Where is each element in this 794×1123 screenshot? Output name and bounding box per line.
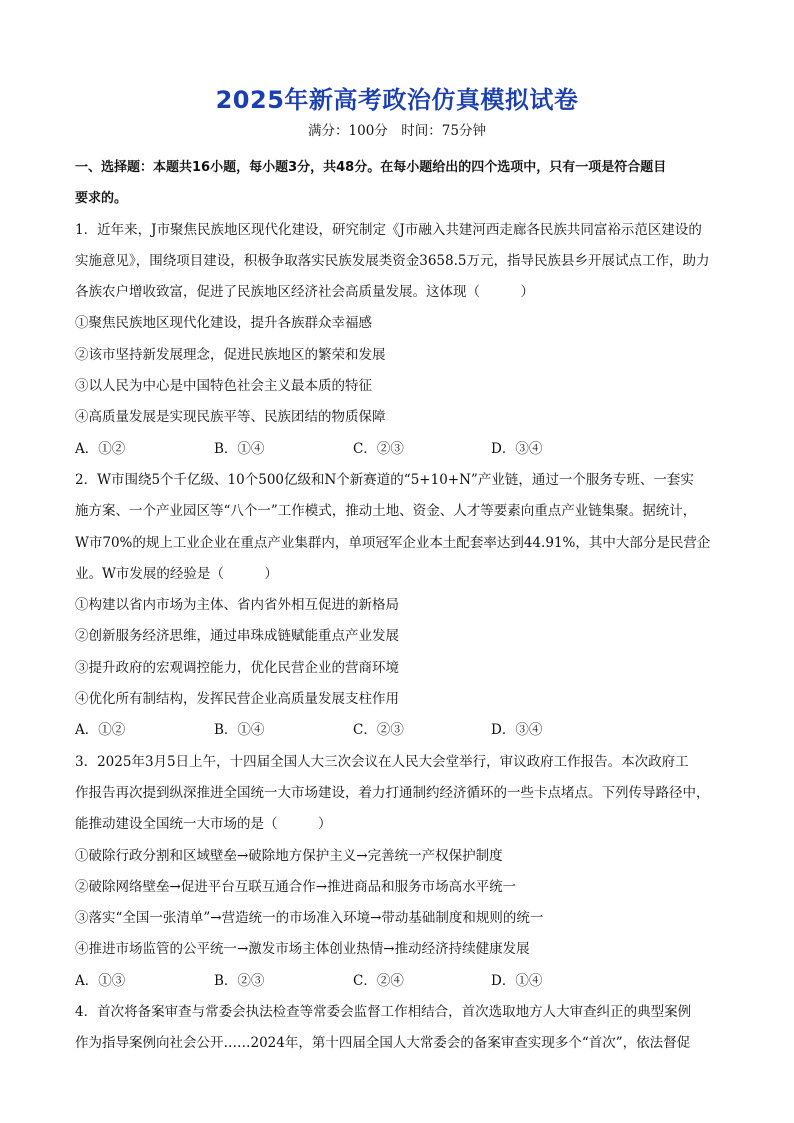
statement-item: ④优化所有制结构，发挥民营企业高质量发展支柱作用 — [75, 691, 399, 708]
statement-item: ③以人民为中心是中国特色社会主义最本质的特征 — [75, 378, 372, 395]
option-b: B．②③ — [214, 972, 265, 989]
answer-options — [75, 434, 720, 465]
question-stem-line: 实施意见》，围绕项目建设，积极争取落实民族发展类资金3658.5万元，指导民族县乡开展试点工作，助力 — [75, 252, 710, 269]
option-c: C．②③ — [353, 722, 404, 739]
question-3 — [75, 747, 720, 997]
exam-content — [75, 152, 720, 1060]
question-stem-line: 业。W市发展的经验是（ ） — [75, 565, 278, 582]
page-title: 2025年新高考政治仿真模拟试卷 — [215, 86, 579, 114]
question-4 — [75, 997, 720, 1060]
option-d: D．①④ — [491, 972, 543, 989]
exam-info: 满分：100分 时间：75分钟 — [308, 123, 486, 139]
statement-item: ②破除网络壁垒→促进平台互联互通合作→推进商品和服务市场高水平统一 — [75, 878, 517, 895]
question-stem-line: 作报告再次提到纵深推进全国统一大市场建设，着力打通制约经济循环的一些卡点堵点。下列传导路径中， — [75, 784, 710, 801]
statement-item: ①构建以省内市场为主体、省内省外相互促进的新格局 — [75, 597, 399, 614]
question-stem-line: W市70%的规上工业企业在重点产业集群内，单项冠军企业本土配套率达到44.91%，其中大部分是民营企 — [75, 534, 711, 551]
question-2 — [75, 465, 720, 747]
option-d: D．③④ — [491, 722, 543, 739]
question-stem-line: 3．2025年3月5日上午，十四届全国人大三次会议在人民大会堂举行，审议政府工作报告。本次政府工 — [75, 753, 689, 770]
statement-item: ④高质量发展是实现民族平等、民族团结的物质保障 — [75, 409, 386, 426]
statement-item: ②该市坚持新发展理念，促进民族地区的繁荣和发展 — [75, 346, 386, 363]
question-stem-line: 1．近年来，J市聚焦民族地区现代化建设，研究制定《J市融入共建河西走廊各民族共同富裕示范区建设的 — [75, 221, 702, 238]
question-stem-line: 作为指导案例向社会公开……2024年，第十四届全国人大常委会的备案审查实现多个“首次”，依法督促 — [75, 1035, 691, 1052]
statement-item: ④推进市场监管的公平统一→激发市场主体创业热情→推动经济持续健康发展 — [75, 941, 530, 958]
section-heading-cont: 要求的。 — [75, 191, 128, 207]
option-b: B．①④ — [214, 722, 265, 739]
option-a: A．①② — [75, 440, 126, 457]
statement-item: ①破除行政分割和区域壁垒→破除地方保护主义→完善统一产权保护制度 — [75, 847, 503, 864]
option-c: C．②③ — [353, 440, 404, 457]
question-stem-line: 能推动建设全国统一大市场的是（ ） — [75, 816, 332, 833]
statement-item: ③提升政府的宏观调控能力，优化民营企业的营商环境 — [75, 659, 399, 676]
option-a: A．①② — [75, 722, 126, 739]
question-stem-line: 2．W市围绕5个千亿级、10个500亿级和N个新赛道的“5+10+N”产业链，通过一个服务专班、一套实 — [75, 471, 694, 488]
answer-options — [75, 966, 720, 997]
question-stem-line: 施方案、一个产业园区等“八个一”工作模式，推动土地、资金、人才等要素向重点产业链集聚。据统计， — [75, 503, 697, 520]
statement-item: ③落实“全国一张清单”→营造统一的市场准入环境→带动基础制度和规则的统一 — [75, 910, 544, 927]
option-d: D．③④ — [491, 440, 543, 457]
question-stem-line: 各族农户增收致富，促进了民族地区经济社会高质量发展。这体现（ ） — [75, 284, 534, 301]
question-1 — [75, 215, 720, 465]
option-a: A．①③ — [75, 972, 126, 989]
statement-item: ①聚焦民族地区现代化建设，提升各族群众幸福感 — [75, 315, 372, 332]
option-c: C．②④ — [353, 972, 404, 989]
answer-options — [75, 715, 720, 746]
question-stem-line: 4．首次将备案审查与常委会执法检查等常委会监督工作相结合，首次选取地方人大审查纠正的典型案例 — [75, 1004, 692, 1021]
section-heading: 一、选择题：本题共16小题，每小题3分，共48分。在每小题给出的四个选项中，只有一项是符合题目 — [75, 160, 667, 175]
option-b: B．①④ — [214, 440, 265, 457]
statement-item: ②创新服务经济思维，通过串珠成链赋能重点产业发展 — [75, 628, 399, 645]
